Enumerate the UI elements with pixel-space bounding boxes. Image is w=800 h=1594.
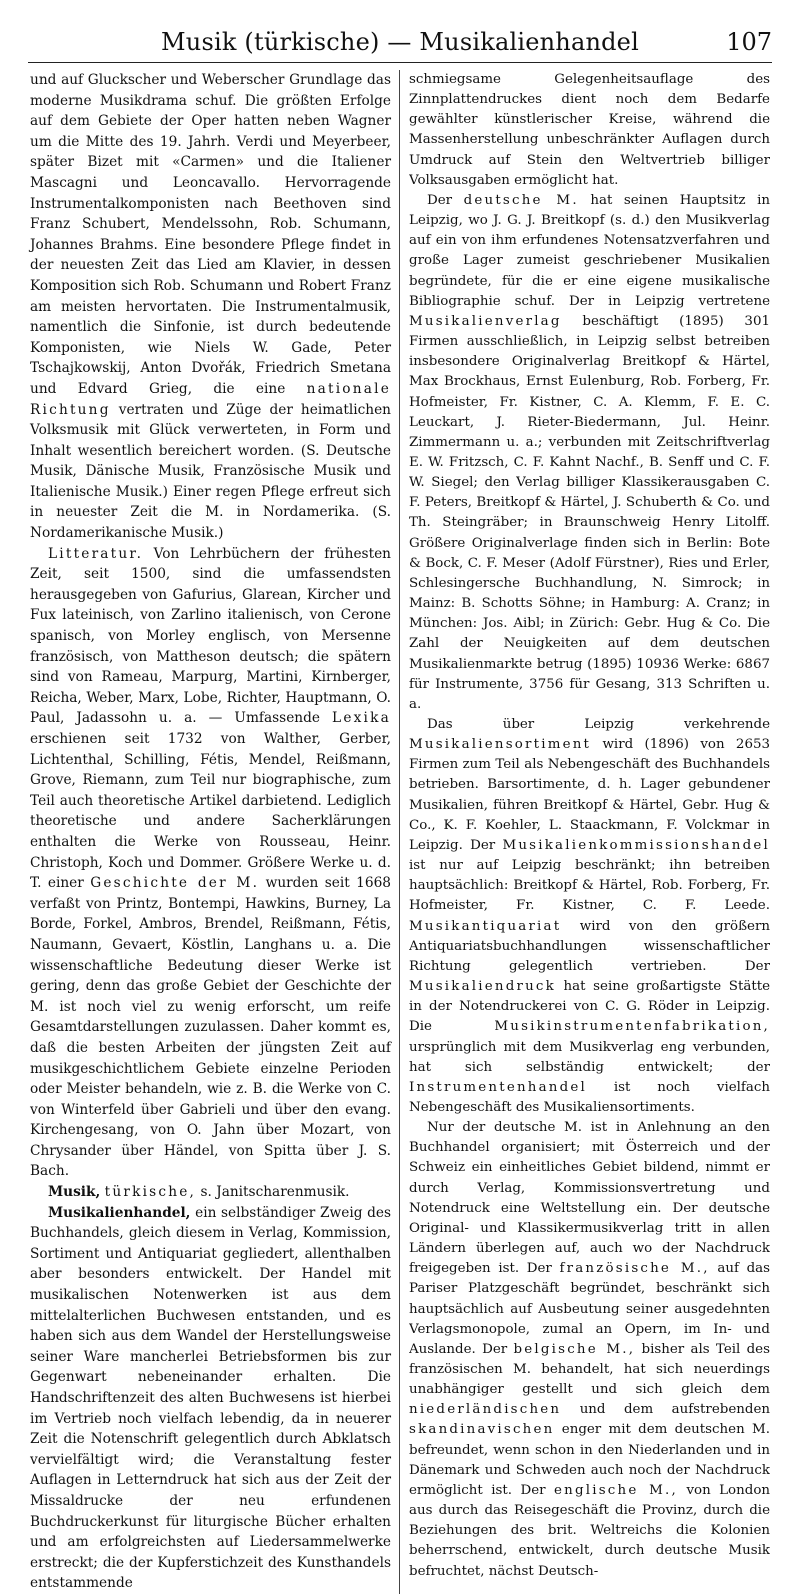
paragraph-literature: Litteratur. Von Lehrbüchern der frühesten Zeit, seit 1500, sind die umfassendsten herausgegeben von Gafurius, Glarean, Kircher und Fux lateinisch, von Zarlino italienisch, von Cerone spanisch, von Morley englisch, von Mersenne französisch, von Mattheson deutsch; die spätern sind von Rameau, Marpurg, Martini, Kirnberger, Reicha, Weber, Marx, Lobe, Richter, Hauptmann, O. Paul, Jadassohn u. a. — Umfassende Lexika erschienen seit 1732 von Walther, Gerber, Lichtenthal, Schilling, Fétis, Mendel, Reißmann, Grove, Riemann, zum Teil nur biographische, zum Teil auch theoretische Artikel darbietend. Lediglich theoretische und andere Sacherklärungen enthalten die Werke von Rousseau, Heinr. Christoph, Koch und Dommer. Größere Werke u. d. T. einer Geschichte der M. wurden seit 1668 verfaßt von Printz, Bontempi, Hawkins, Burney, La Borde, Forkel, Ambros, Brendel, Reißmann, Fétis, Naumann, Gevaert, Köstlin, Langhans u. a. Die wissenschaftliche Bedeutung dieser Werke ist gering, denn das große Gebiet der Geschichte der M. ist noch viel zu wenig erforscht, um reife Gesamtdarstellungen zuzulassen. Daher kommt es, daß die besten Arbeiten der jüngsten Zeit auf musikgeschichtlichem Gebiete einzelne Perioden oder Meister behandeln, wie z. B. die Werke von C. von Winterfeld über Gabrieli und über den evang. Kirchengesang, von O. Jahn über Mozart, von Chrysander über Händel, von Spitta über J. S. Bach. xyxy=(30,545,391,1180)
paragraph-sortiment: Das über Leipzig verkehrende Musikaliensortiment wird (1896) von 2653 Firmen zum Teil als Nebengeschäft des Buchhandels betrieben. Barsortimente, d. h. Lager gebundener Musikalien, führen Breitkopf & Härtel, Gebr. Hug & Co., K. F. Koehler, L. Staackmann, F. Volckmar in Leipzig. Der Musikalienkommissionshandel ist nur auf Leipzig beschränkt; ihn betreiben hauptsächlich: Breitkopf & Härtel, Rob. Forberg, Fr. Hofmeister, Fr. Kistner, C. F. Leede. Musikantiquariat wird von den größern Antiquariatsbuchhandlungen wissenschaftlicher Richtung gelegentlich vertrieben. Der Musikaliendruck hat seine großartigste Stätte in der Notendruckerei von C. G. Röder in Leipzig. Die Musikinstrumentenfabrikation, ursprünglich mit dem Musikverlag eng verbunden, hat sich selbständig entwickelt; der Instrumentenhandel ist noch vielfach Nebengeschäft des Musikaliensortiments. xyxy=(409,717,770,1115)
paragraph-german-trade: Der deutsche M. hat seinen Hauptsitz in Leipzig, wo J. G. J. Breitkopf (s. d.) den Musikverlag auf ein von ihm erfundenes Notensatzverfahren und große Lager zumeist geschriebener Musikalien begründete, für die er eine eigene musikalische Bibliographie schuf. Der in Leipzig vertretene Musikalienverlag beschäftigt (1895) 301 Firmen ausschließlich, in Leipzig selbst betreiben insbesondere Originalverlag Breitkopf & Härtel, Max Brockhaus, Ernst Eulenburg, Rob. Forberg, Fr. Hofmeister, Fr. Kistner, C. A. Klemm, F. E. C. Leuckart, J. Rieter-Biedermann, Jul. Heinr. Zimmermann u. a.; verbunden mit Zeitschriftverlag E. W. Fritzsch, C. F. Kahnt Nachf., B. Senff und C. F. W. Siegel; den Verlag billiger Klassikerausgaben C. F. Peters, Breitkopf & Härtel, J. Schuberth & Co. und Th. Steingräber; in Braunschweig Henry Litolff. Größere Originalverlage finden sich in Berlin: Bote & Bock, C. F. Meser (Adolf Fürstner), Ries und Erler, Schlesingersche Buchhandlung, N. Simrock; in Mainz: B. Schotts Söhne; in Hamburg: A. Cranz; in München: Jos. Aibl; in Zürich: Gebr. Hug & Co. Die Zahl der Neuigkeiten auf dem deutschen Musikalienmarkte betrug (1895) 10936 Werke: 6867 für Instrumente, 3756 für Gesang, 313 Schriften u. a. xyxy=(409,192,770,712)
right-column xyxy=(409,70,770,1594)
paragraph-international: Nur der deutsche M. ist in Anlehnung an den Buchhandel organisiert; mit Österreich und der Schweiz ein einheitliches Gebiet bildend, nimmt er durch Verlag, Kommissionsvertretung und Notendruck eine Weltstellung ein. Der deutsche Original- und Klassikermusikverlag tritt in allen Ländern überlegen auf, auch wo der Nachdruck freigegeben ist. Der französische M., auf das Pariser Platzgeschäft begründet, beschränkt sich hauptsächlich auf Ausbeutung seiner ausgedehnten Verlagsmonopole, zumal an Opern, im In- und Auslande. Der belgische M., bisher als Teil des französischen M. behandelt, hat sich neuerdings unabhängiger gestellt und sich gleich dem niederländischen und dem aufstrebenden skandinavischen enger mit dem deutschen M. befreundet, wenn schon in den Niederlanden und in Dänemark und Schweden auch noch der Nachdruck ermöglicht ist. Der englische M., von London aus durch das Reisegeschäft die Provinz, durch die Beziehungen des brit. Weltreichs die Kolonien beherrschend, entwickelt, durch deutsche Musik befruchtet, nächst Deutsch- xyxy=(409,1120,770,1579)
entry-musik-tuerkische: Musik, türkische, s. Janitscharenmusik. xyxy=(48,1184,350,1201)
left-column xyxy=(30,70,391,1594)
entry-musikalienhandel: Musikalienhandel, ein selbständiger Zweig des Buchhandels, gleich diesem in Verlag, Kommission, Sortiment und Antiquariat gegliedert, allenthalben aber besonders entwickelt. Der Handel mit musikalischen Notenwerken ist aus dem mittelalterlichen Buchwesen entstanden, und es haben sich aus dem Wandel der Herstellungsweise seiner Ware mancherlei Betriebsformen bis zur Gegenwart nebeneinander erhalten. Die Handschriftenzeit des alten Buchwesens ist hierbei im Vertrieb noch vielfach lebendig, da in neuerer Zeit die Notenschrift gelegentlich durch Abklatsch vervielfältigt wird; die Veranstaltung fester Auflagen in Letterndruck hat sich aus der Zeit der Missaldrucke der neu erfundenen Buchdruckerkunst für liturgische Bücher erhalten und am erfolgreichsten auf Liedersammelwerke erstreckt; die der Kupferstichzeit des Kunsthandels entstammende xyxy=(30,1204,391,1592)
page-header xyxy=(28,22,772,63)
page-number: 107 xyxy=(726,28,772,56)
running-title: Musik (türkische) — Musikalienhandel xyxy=(161,28,639,56)
paragraph: schmiegsame Gelegenheitsauflage des Zinnplattendruckes dient noch dem Bedarfe gewählter künstlerischer Kreise, während die Massenherstellung unbeschränkter Auflagen durch Umdruck auf Stein den Weltvertrieb billiger Volksausgaben ermöglicht hat. xyxy=(409,72,770,188)
paragraph: und auf Gluckscher und Weberscher Grundlage das moderne Musikdrama schuf. Die größten Erfolge auf dem Gebiete der Oper hatten neben Wagner um die Mitte des 19. Jahrh. Verdi und Meyerbeer, später Bizet mit «Carmen» und die Italiener Mascagni und Leoncavallo. Hervorragende Instrumentalkomponisten nach Beethoven sind Franz Schubert, Mendelssohn, Rob. Schumann, Johannes Brahms. Eine besondere Pflege findet in der neuesten Zeit das Lied am Klavier, in dessen Komposition sich Rob. Schumann und Robert Franz am meisten hervortaten. Die Instrumentalmusik, namentlich die Sinfonie, ist durch bedeutende Komponisten, wie Niels W. Gade, Peter Tschajkowskij, Anton Dvořák, Friedrich Smetana und Edvard Grieg, die eine nationale Richtung vertraten und Züge der heimatlichen Volksmusik mit Glück verwerteten, in Form und Inhalt wesentlich bereichert worden. (S. Deutsche Musik, Dänische Musik, Französische Musik und Italienische Musik.) Einer regen Pflege erfreut sich in neuester Zeit die M. in Nordamerika. (S. Nordamerikanische Musik.) xyxy=(30,72,391,542)
text-columns xyxy=(30,70,770,1592)
